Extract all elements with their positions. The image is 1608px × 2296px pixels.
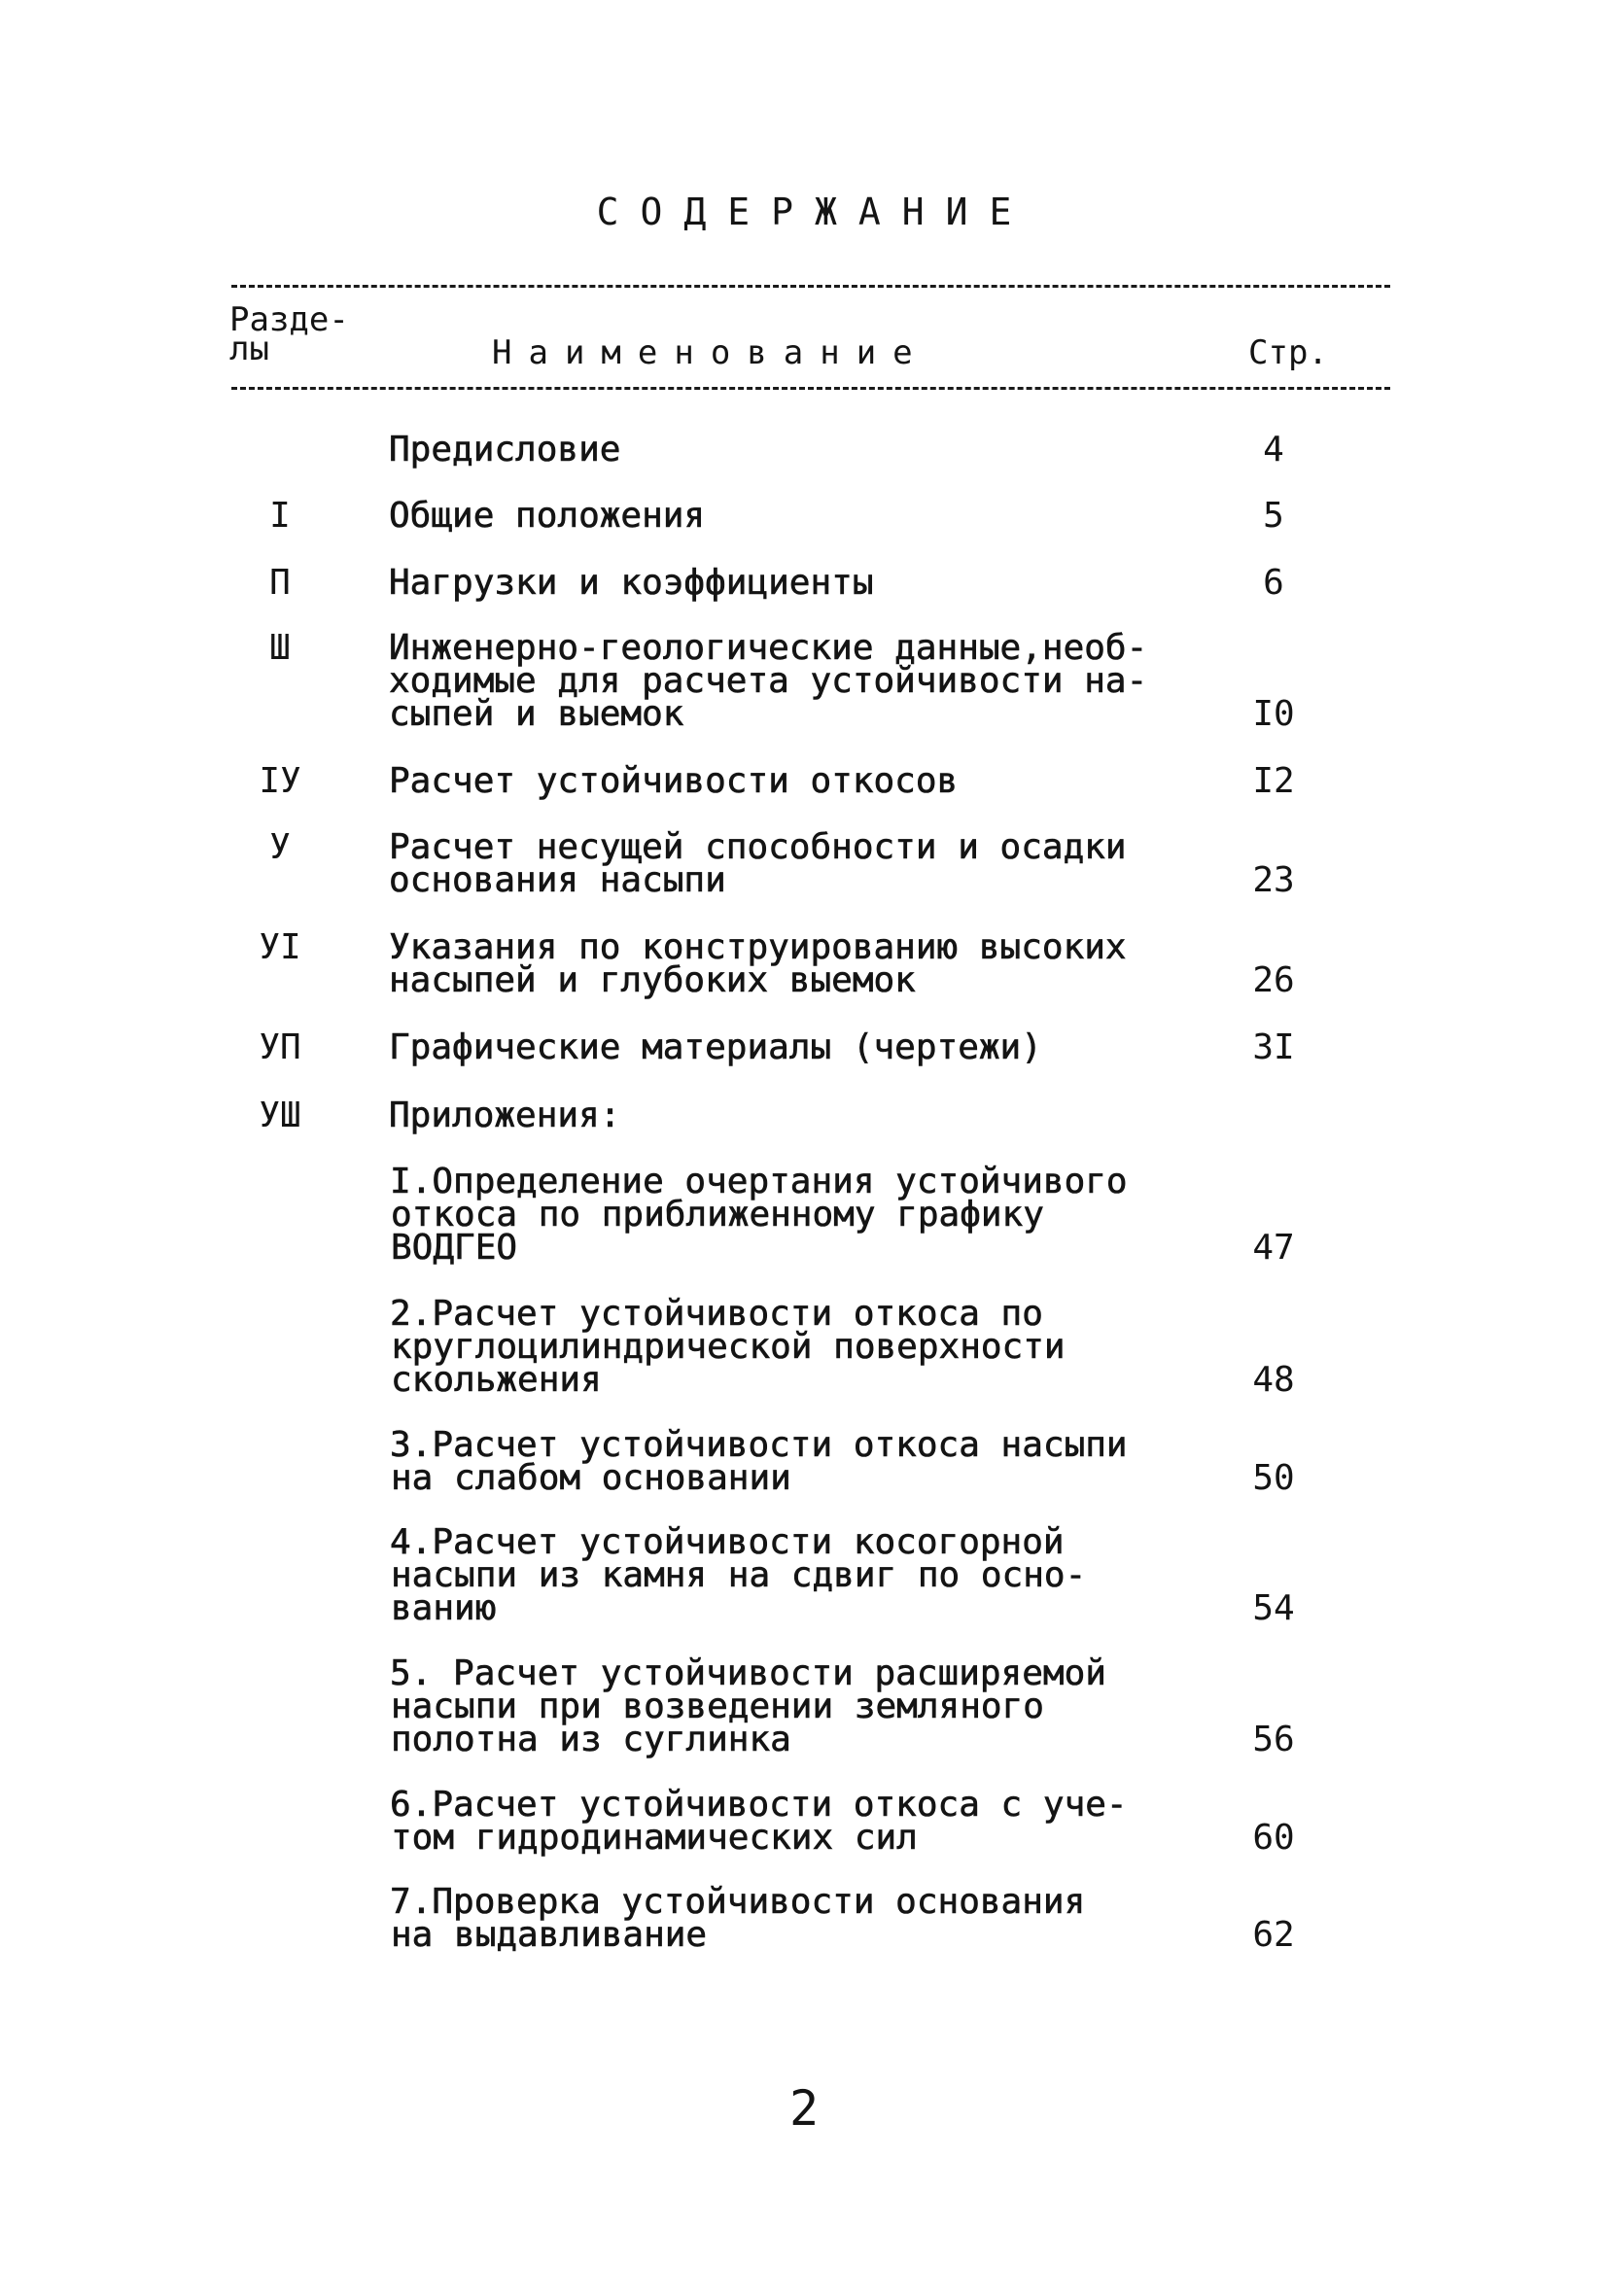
appendix-title: 5. Расчет устойчивости расширяемой насыпи при возведении земляного полотна из суглинка xyxy=(390,1653,1106,1759)
section-number: П xyxy=(269,563,291,603)
section-page: 54 xyxy=(1252,1588,1295,1628)
section-page: 6 xyxy=(1263,563,1284,603)
appendix-title: I.Определение очертания устойчивого откоса по приближенному графику ВОДГЕО xyxy=(390,1162,1128,1268)
section-number: У xyxy=(269,827,291,867)
section-number: УI xyxy=(259,927,301,967)
section-page: 3I xyxy=(1252,1027,1295,1067)
section-number: УШ xyxy=(259,1096,301,1135)
section-title: Расчет несущей способности и осадки основания насыпи xyxy=(389,827,1127,900)
section-title: Приложения: xyxy=(389,1096,621,1135)
section-number: I xyxy=(269,496,291,536)
appendix-title: 4.Расчет устойчивости косогорной насыпи из камня на сдвиг по осно- ванию xyxy=(390,1522,1087,1628)
section-title: Общие положения xyxy=(389,496,706,536)
section-page: 26 xyxy=(1252,960,1295,1000)
section-page: 5 xyxy=(1263,496,1284,536)
section-page: I2 xyxy=(1252,761,1295,801)
divider-top xyxy=(231,285,1390,288)
section-page: 50 xyxy=(1252,1458,1295,1498)
section-number: Ш xyxy=(269,628,291,668)
section-page: 4 xyxy=(1263,430,1284,470)
section-number: УП xyxy=(259,1027,301,1067)
appendix-title: 3.Расчет устойчивости откоса насыпи на слабом основании xyxy=(390,1425,1128,1498)
section-title: Расчет устойчивости откосов xyxy=(389,761,959,801)
section-page: 23 xyxy=(1252,860,1295,900)
divider-bottom xyxy=(231,387,1390,390)
section-title: Инженерно-геологические данные,необ- ходимые для расчета устойчивости на- сыпей и выемок xyxy=(389,628,1148,734)
section-title: Предисловие xyxy=(389,430,621,470)
section-number: IУ xyxy=(259,761,301,801)
section-page: 48 xyxy=(1252,1360,1295,1400)
column-header-name: Наименование xyxy=(492,333,929,372)
page-number: 2 xyxy=(788,2080,820,2137)
section-title: Указания по конструированию высоких насыпей и глубоких выемок xyxy=(389,927,1127,1000)
section-page: 60 xyxy=(1252,1818,1295,1858)
appendix-title: 2.Расчет устойчивости откоса по круглоцилиндрической поверхности скольжения xyxy=(390,1294,1066,1400)
section-page: I0 xyxy=(1252,694,1295,734)
column-header-sections: Разде- лы xyxy=(229,300,349,368)
appendix-title: 7.Проверка устойчивости основания на выдавливание xyxy=(390,1882,1086,1955)
column-header-page: Стр. xyxy=(1248,333,1328,372)
section-page: 62 xyxy=(1252,1915,1295,1955)
section-title: Нагрузки и коэффициенты xyxy=(389,563,874,603)
section-page: 56 xyxy=(1252,1720,1295,1759)
section-page: 47 xyxy=(1252,1228,1295,1268)
section-title: Графические материалы (чертежи) xyxy=(389,1027,1042,1067)
appendix-title: 6.Расчет устойчивости откоса с уче- том гидродинамических сил xyxy=(390,1785,1128,1858)
document-title: СОДЕРЖАНИЕ xyxy=(596,191,1033,233)
